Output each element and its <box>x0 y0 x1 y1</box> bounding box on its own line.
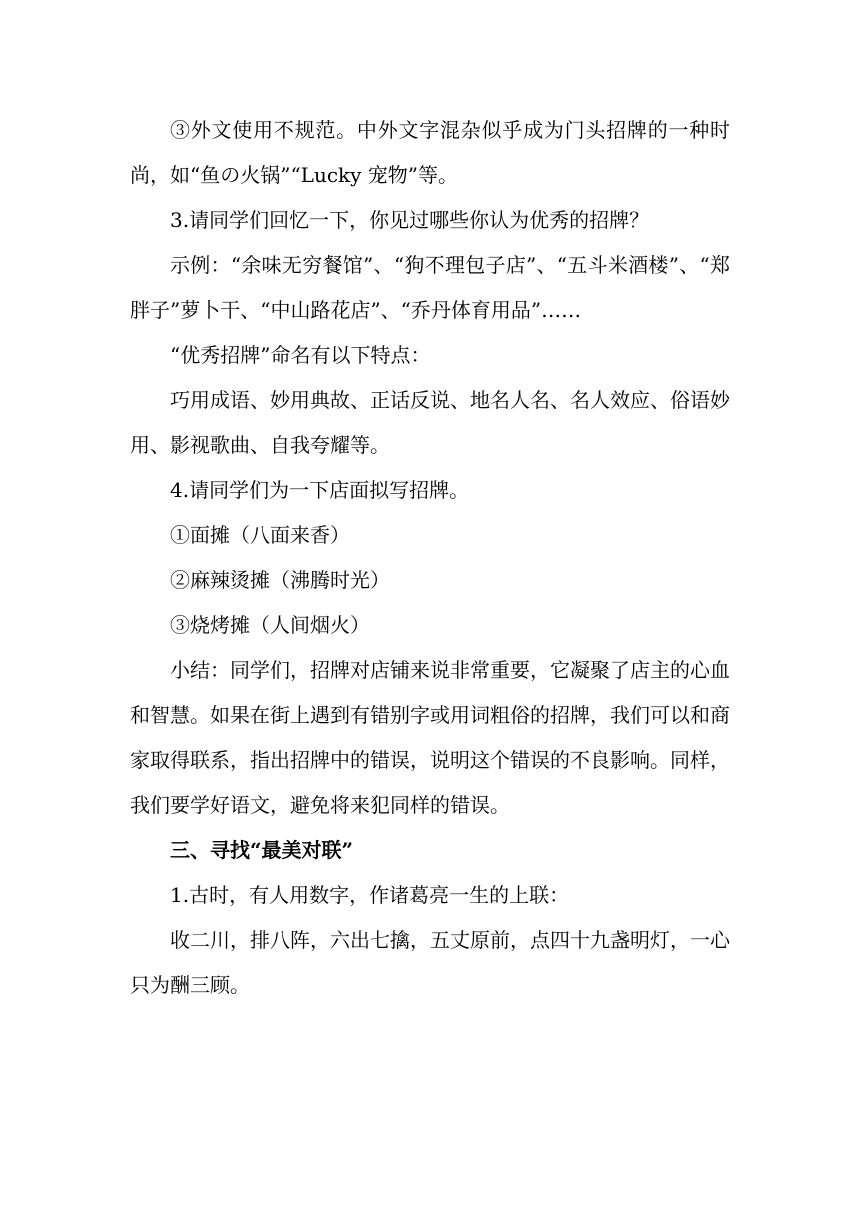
paragraph-noodle-stall: ①面摊（八面来香） <box>170 523 350 547</box>
paragraph-features-list: 巧用成语、妙用典故、正话反说、地名人名、名人效应、俗语妙用、影视歌曲、自我夸耀等。 <box>130 388 730 457</box>
paragraph-foreign-text-issue: ③外文使用不规范。中外文字混杂似乎成为门头招牌的一种时尚，如“鱼の火锅”“Lucky 宠物”等。 <box>130 118 730 187</box>
section-heading-couplets: 三、寻找“最美对联” <box>170 838 354 862</box>
paragraph-bbq-stall: ③烧烤摊（人间烟火） <box>170 613 370 637</box>
paragraph-example: 示例：“余味无穷餐馆”、“狗不理包子店”、“五斗米酒楼”、“郑胖子”萝卜干、“中山路花店”、“乔丹体育用品”…… <box>130 253 730 322</box>
paragraph-question-3: 3.请同学们回忆一下，你见过哪些你认为优秀的招牌？ <box>170 208 650 232</box>
paragraph-malatang-stall: ②麻辣烫摊（沸腾时光） <box>170 568 390 592</box>
paragraph-couplet-intro: 1.古时，有人用数字，作诸葛亮一生的上联： <box>170 883 570 907</box>
document-page <box>130 108 730 1008</box>
paragraph-summary: 小结：同学们，招牌对店铺来说非常重要，它凝聚了店主的心血和智慧。如果在街上遇到有错别字或用词粗俗的招牌，我们可以和商家取得联系，指出招牌中的错误，说明这个错误的不良影响。同样，我们要学好语文，避免将来犯同样的错误。 <box>130 658 730 817</box>
paragraph-features-intro: “优秀招牌”命名有以下特点： <box>170 343 431 367</box>
paragraph-couplet-text: 收二川，排八阵，六出七擒，五丈原前，点四十九盏明灯，一心只为酬三顾。 <box>130 928 730 997</box>
paragraph-question-4: 4.请同学们为一下店面拟写招牌。 <box>170 478 470 502</box>
